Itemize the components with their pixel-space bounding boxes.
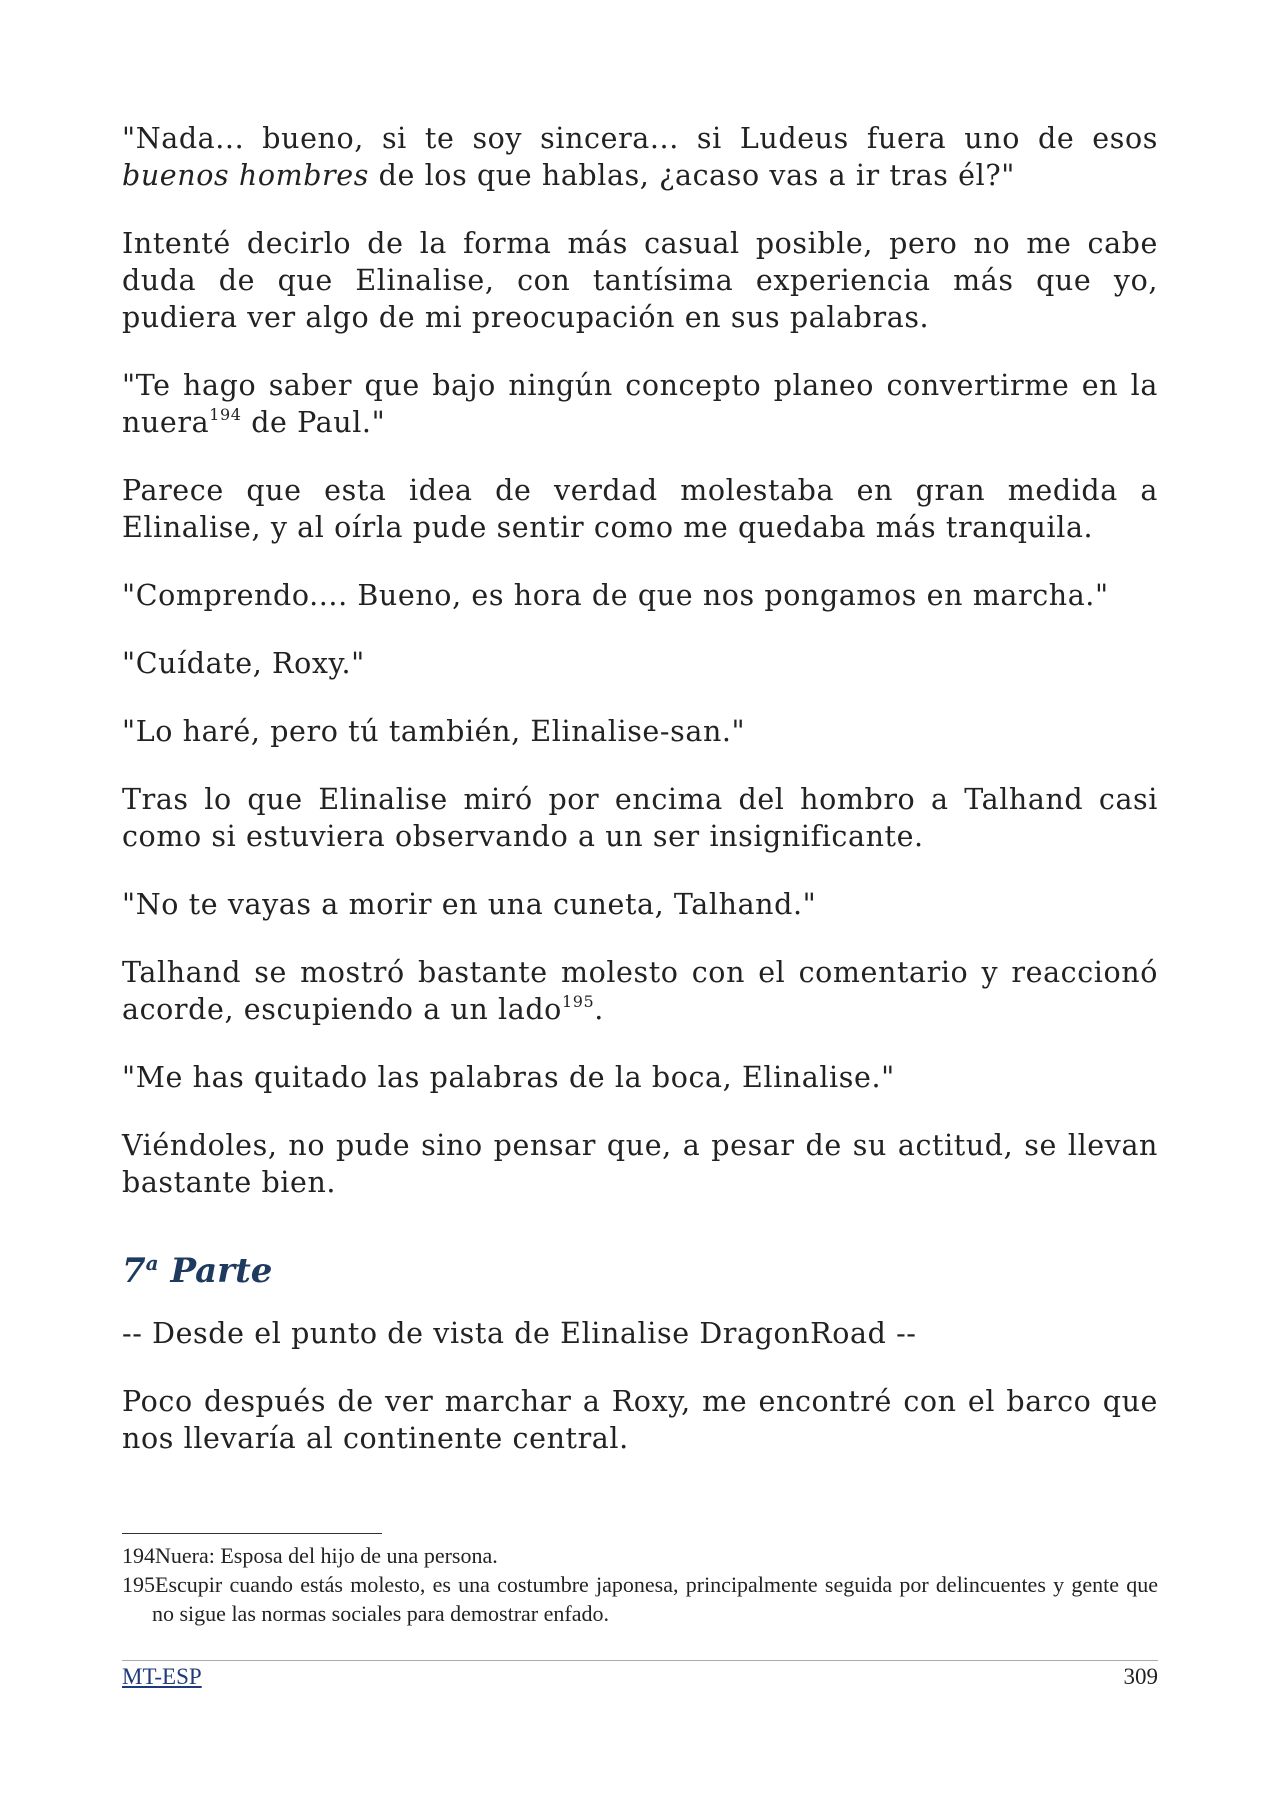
paragraph-3 <box>122 367 1158 441</box>
paragraph-13: -- Desde el punto de vista de Elinalise DragonRoad -- <box>122 1317 917 1350</box>
footnotes <box>122 1541 1158 1628</box>
text-span: de Paul." <box>241 406 386 439</box>
paragraph-14: Poco después de ver marchar a Roxy, me encontré con el barco que nos llevaría al continente central. <box>122 1385 1158 1455</box>
text-span: "Nada... bueno, si te soy sincera... si Ludeus fuera uno de esos <box>122 122 1158 155</box>
text-span: . <box>594 993 604 1026</box>
emphasis-text: buenos hombres <box>122 159 369 192</box>
paragraph-4: Parece que esta idea de verdad molestaba en gran medida a Elinalise, y al oírla pude sentir como me quedaba más tranquila. <box>122 474 1158 544</box>
footer-link[interactable]: MT-ESP <box>122 1664 202 1689</box>
paragraph-12: Viéndoles, no pude sino pensar que, a pesar de su actitud, se llevan bastante bien. <box>122 1129 1158 1199</box>
section-title: Parte <box>158 1251 273 1291</box>
footnote-ref-194[interactable]: 194 <box>209 405 242 424</box>
paragraph-7: "Lo haré, pero tú también, Elinalise-san." <box>122 715 746 748</box>
paragraph-11: "Me has quitado las palabras de la boca, Elinalise." <box>122 1061 895 1094</box>
section-number: 7 <box>122 1251 146 1291</box>
body-text <box>122 120 1158 1488</box>
section-heading <box>122 1251 1158 1291</box>
footer-divider <box>122 1660 1158 1661</box>
paragraph-1 <box>122 120 1158 194</box>
text-span: Talhand se mostró bastante molesto con el comentario y reaccionó acorde, escupiendo a un lado <box>122 956 1158 1026</box>
paragraph-10 <box>122 954 1158 1028</box>
paragraph-2: Intenté decirlo de la forma más casual posible, pero no me cabe duda de que Elinalise, con tantísima experiencia más que yo, pudiera ver algo de mi preocupación en sus palabras. <box>122 227 1158 334</box>
paragraph-6: "Cuídate, Roxy." <box>122 647 365 680</box>
paragraph-8: Tras lo que Elinalise miró por encima del hombro a Talhand casi como si estuviera observando a un ser insignificante. <box>122 783 1158 853</box>
paragraph-9: "No te vayas a morir en una cuneta, Talhand." <box>122 888 817 921</box>
footnote-194: 194Nuera: Esposa del hijo de una persona. <box>122 1543 498 1568</box>
text-span: "Te hago saber que bajo ningún concepto planeo convertirme en la nuera <box>122 369 1158 439</box>
footnote-divider <box>122 1533 382 1534</box>
page-number: 309 <box>1123 1664 1158 1689</box>
paragraph-5: "Comprendo.... Bueno, es hora de que nos pongamos en marcha." <box>122 579 1109 612</box>
section-ordinal: a <box>145 1251 159 1275</box>
text-span: de los que hablas, ¿acaso vas a ir tras él?" <box>368 159 1015 192</box>
footnote-ref-195[interactable]: 195 <box>561 992 595 1011</box>
footnote-195: 195Escupir cuando estás molesto, es una costumbre japonesa, principalmente seguida por delincuentes y gente que no sigue las normas sociales para demostrar enfado. <box>122 1572 1158 1626</box>
